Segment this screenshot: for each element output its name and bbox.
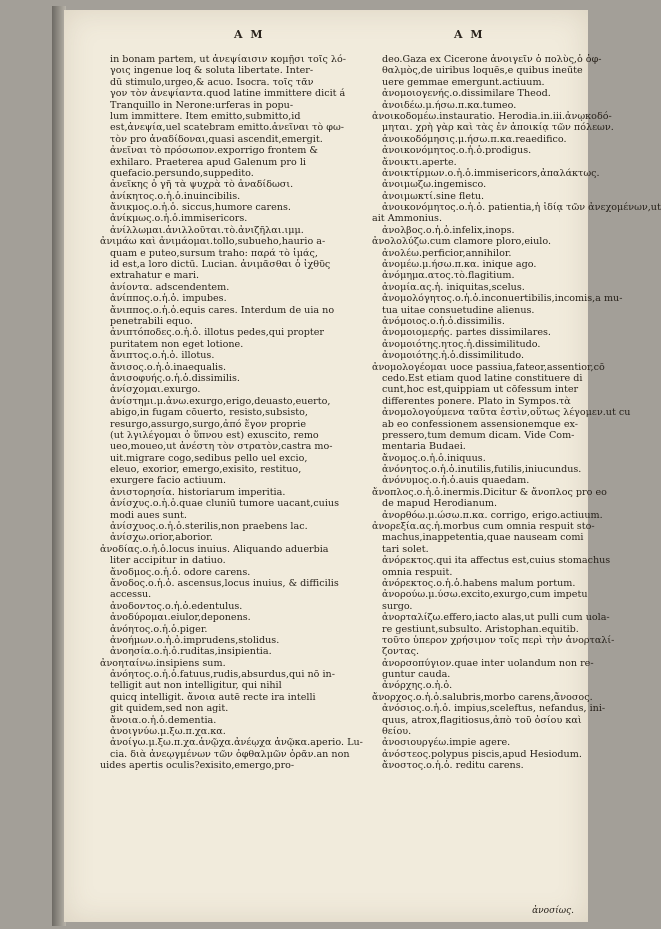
text-line: ἀνοησία.ο.ἡ.ὁ.ruditas,insipientia. (110, 646, 272, 658)
text-line: est,ἀνεψία,uel scatebram emitto.ἀνεῖναι τὸ φω- (110, 122, 345, 134)
text-line: ἀνομία.ας.ἡ. iniquitas,scelus. (382, 281, 525, 293)
text-line: ζοντας. (382, 646, 420, 658)
text-line: ἀνόμημα.ατος.τὸ.flagitium. (382, 270, 515, 282)
text-line: ἀνοδίας.ο.ἡ.ὁ.locus inuius. Aliquando aduerbia (100, 543, 329, 555)
text-line: ἄνοικτι.aperte. (382, 156, 457, 168)
text-line: ἀνόητος.ο.ἡ.ὁ.fatuus,rudis,absurdus,qui nō in- (110, 669, 335, 681)
header-left: A M (234, 28, 265, 41)
text-line: ἀνίκμως.ο.ἡ.ὁ.immisericors. (110, 213, 248, 225)
text-line: ἀνίκητος.ο.ἡ.ὁ.inuincibilis. (110, 190, 241, 202)
text-line: ἀνοήμων.ο.ἡ.ὁ.imprudens,stolidus. (110, 634, 280, 646)
text-line: id est,a loro dictū. Lucian. ἀνιμᾶσθαι ὁ ἰχθῦς (110, 259, 331, 271)
text-line: accessu. (110, 589, 152, 601)
text-line: liter accipitur in datiuo. (110, 555, 226, 567)
text-line: deo.Gaza ex Cicerone ἀνοιγεῖν ὁ πολὺς,ὁ ὀφ- (382, 54, 602, 65)
text-line: ab eo confessionem assensionemque ex- (382, 418, 579, 430)
text-line: penetrabili equo. (110, 315, 193, 327)
text-line: ἀνορταλίζω.effero,iacto alas,ut pulli cum uola- (382, 612, 610, 624)
text-line: quicq intelligit. ἄνοια autē recte ira intelli (110, 691, 316, 703)
text-line: ἀνομοιότης.ἡ.ὁ.dissimilitudo. (382, 350, 524, 362)
text-line: cunt,hoc est,quippiam ut cōfessum inter (382, 384, 579, 396)
text-line: ἀνόμοιος.ο.ἡ.ὁ.dissimilis. (382, 315, 505, 327)
text-line: ἄνιπτος.ο.ἡ.ὁ. illotus. (110, 350, 215, 362)
text-line: quus, atrox,flagitiosus,ἀπὸ τοῦ ὁσίου καὶ (382, 714, 582, 726)
text-line: (ut λγιλέγομαι ὁ ὕπνου est) exuscito, remo (110, 429, 319, 441)
text-line: ἀνόρεκτος.qui ita affectus est,cuius stomachus (382, 555, 611, 567)
text-line: extrahatur e mari. (110, 270, 200, 282)
text-line: ἀνισοφυής.ο.ἡ.ὁ.dissimilis. (110, 372, 240, 384)
text-line: ἀνομοιότης.ητος.ἡ.dissimilitudo. (382, 338, 541, 350)
text-line: ἀνόνυμος.ο.ἡ.ὁ.auis quaedam. (382, 475, 530, 487)
text-line: ἄνοστος.ο.ἡ.ὁ. reditu carens. (382, 760, 524, 772)
text-line: ἀνίσχω.orior,aborior. (110, 532, 213, 544)
text-line: ἀνομοιογενής.ο.dissimilare Theod. (382, 88, 551, 100)
text-line: cia. διὰ ἀνεῳγμένων τῶν ὀφθαλμῶν ὁρᾶν.an non (110, 748, 350, 760)
text-line: re gestiunt,subsulto. Aristophan.equitib. (382, 623, 579, 635)
text-line: puritatem non eget lotione. (110, 338, 244, 350)
text-line: quefacio.persundo,suppedito. (110, 167, 254, 179)
text-line: ἄνισος.ο.ἡ.ὁ.inaequalis. (110, 361, 227, 373)
text-line: τοῦτο ὑπερον χρήσιμον τοῖς περὶ τὴν ἀνορταλί- (382, 634, 615, 646)
text-line: ἀνίστημι.μ.ἀνω.exurgo,erigo,deuasto,euerto, (110, 395, 331, 407)
text-line: ἀνόνητος.ο.ἡ.ὁ.inutilis,futilis,iniucundus. (382, 464, 582, 476)
text-line: git quidem,sed non agit. (110, 703, 229, 715)
text-line: ἀνομέω.μ.ήσω.π.κα. inique ago. (382, 259, 537, 271)
text-line: γον τὸν ἀνεψίαντα.quod latine immittere dicit á (110, 88, 346, 100)
text-line: ἀνίσχυος.ο.ἡ.ὁ.sterilis,non praebens lac. (110, 521, 308, 533)
text-line: ἀνορθόω.μ.ώσω.π.κα. corrigo, erigo.actiuum. (382, 509, 603, 521)
text-line: ἀνομοιομερής. partes dissimilares. (382, 327, 551, 339)
text-line: ἀνοικονόμητος.ο.ἡ.ὁ. patientia,ἡ ἰδίᾳ τῶν ἀνεχομένων,ut (382, 202, 661, 214)
text-line: machus,inappetentia,quae nauseam comi (382, 532, 584, 544)
text-line: μηται. χρὴ γὰρ καὶ τὰς ἐν ἀποικίᾳ τῶν πόλεων. (382, 122, 614, 134)
text-line: θείου. (382, 726, 412, 738)
text-line: ἀνορεξία.ας.ἡ.morbus cum omnia respuit sto- (372, 521, 595, 533)
text-line: mentaria Budaei. (382, 441, 466, 453)
right-column (372, 54, 661, 772)
text-line: Tranquillo in Nerone:urferas in popu- (110, 99, 294, 111)
text-line: ἀνόρεκτος.ο.ἡ.ὁ.habens malum portum. (382, 577, 576, 589)
text-line: ἀνοικονόμητος.ο.ἡ.ὁ.prodigus. (382, 145, 532, 157)
text-line: differentes ponere. Plato in Sympos.τὰ (382, 395, 571, 407)
text-line: ἀνομολογέομαι uoce passiua,fateor,assentior,cō (372, 361, 605, 373)
text-line: γοις ingenue loq & soluta libertate. Inter- (110, 65, 314, 77)
text-line: ἀνίλλωμαι.ἀνιλλοῦται.τὸ.ἀνιζῆλαι.ιμμ. (110, 224, 304, 236)
text-line: ἀνιστορησία. historiarum imperitia. (110, 486, 286, 498)
text-line: ἄνιππος.ο.ἡ.ὁ.equis cares. Interdum de uia no (110, 304, 335, 316)
text-line: ueo,moueo,ut ἀνέστη τὸν στρατὸν,castra mo- (110, 441, 333, 453)
text-line: ἀνεῖναι τὸ πρόσωπον.exporrigo frontem & (110, 145, 318, 157)
left-column (100, 54, 363, 772)
text-line: telligit aut non intelligitur, qui nihil (110, 680, 282, 692)
text-line: pressero,tum demum dicam. Vide Com- (382, 429, 575, 441)
text-line: ἀνοικτίρμων.ο.ἡ.ὁ.immisericors,ἀπαλάκτως. (382, 167, 600, 179)
text-line: ἄνομος.ο.ἡ.ὁ.iniquus. (382, 452, 486, 464)
text-line: cedo.Est etiam quod latine constituere di (382, 372, 583, 384)
text-line: quam e puteo,sursum traho: παρά τὸ ἱμάς, (110, 247, 318, 259)
text-line: ἀνόρχης.ο.ἡ.ὁ. (382, 680, 453, 692)
text-line: omnia respuit. (382, 566, 453, 578)
text-line: ἀνομολογούμενα ταῦτα ἐστὶν,οὕτως λέγομεν.ut cu (382, 407, 631, 419)
text-line: ἀνοηταίνω.insipiens sum. (100, 657, 226, 669)
text-line: surgo. (382, 600, 413, 612)
text-line: ἀνομολόγητος.ο.ἡ.ὁ.inconuertibilis,incomis,a mu- (382, 293, 623, 305)
text-line: exhilaro. Praeterea apud Galenum pro li (110, 156, 306, 168)
text-line: ἄνοπλος.ο.ἡ.ὁ.inermis.Dicitur & ἄνοπλος pro eo (372, 486, 607, 498)
text-line: ἀνορσοπύγιον.quae inter uolandum non re- (382, 657, 594, 669)
text-line: abigo,in fugam cōuerto, resisto,subsisto, (110, 407, 308, 419)
text-line: ἄνοδμος.ο.ἡ.ὁ. odore carens. (110, 566, 251, 578)
text-line: ait Ammonius. (372, 213, 442, 225)
text-line: ἀνιμάω καὶ ἀνιμάομαι.tollo,subueho,haurio a- (100, 236, 326, 248)
text-line: ἀνοιμωκτί.sine fletu. (382, 190, 485, 202)
text-line: ἀνοίγω.μ.ξω.π.χα.ἀνῷχα.ἀνέῳχα ἀνῷκα.aperio. Lu- (110, 737, 363, 749)
text-line: ἀνοιγνύω.μ.ξω.π.χα.κα. (110, 726, 226, 738)
text-line: ἀνίππος.ο.ἡ.ὁ. impubes. (110, 293, 227, 305)
text-line: ἀνίσχυς.ο.ἡ.ὁ.quae cluniū tumore uacant,cuius (110, 498, 340, 510)
text-line: τὸν pro ἀναδίδοναι,quasi ascendit,emergit. (110, 133, 323, 145)
text-line: ἄνοδος.ο.ἡ.ὁ. ascensus,locus inuius, & difficilis (110, 577, 339, 589)
text-line: tua uitae consuetudine alienus. (382, 304, 535, 316)
text-line: ἀνοσιουργέω.impie agere. (382, 737, 511, 749)
text-line: ἀνιπτόποδες.ο.ἡ.ὁ. illotus pedes,qui propter (110, 327, 325, 339)
text-line: ἄνικμος.ο.ἡ.ὁ. siccus,humore carens. (110, 202, 291, 214)
text-line: exurgere facio actiuum. (110, 475, 227, 487)
header-right: A M (454, 28, 485, 41)
text-line: ἀνολέω.perficior,annihilor. (382, 247, 512, 259)
text-line: uere gemmae emergunt.actiuum. (382, 76, 545, 88)
text-line: de mapud Herodianum. (382, 498, 498, 510)
text-line: tari solet. (382, 543, 429, 555)
text-line: uides apertis oculis?exisito,emergo,pro- (100, 760, 295, 772)
text-line: guntur cauda. (382, 669, 451, 681)
catchword: ἀνοσίως. (532, 906, 574, 916)
text-line: ἀνορούω.μ.ύσω.excito,exurgo,cum impetu (382, 589, 588, 601)
text-line: uit.migrare cogo,sedibus pello uel excio, (110, 452, 308, 464)
text-line: eleuo, exorior, emergo,exisito, restituo, (110, 464, 302, 476)
text-line: resurgo,assurgo,surgo,ἀπό ἕγον proprie (110, 418, 306, 430)
text-line: in bonam partem, ut ἀνεψίαισιν κομῇσι τοῖς λό- (110, 54, 346, 65)
text-line: ἀνόσιος.ο.ἡ.ὁ. impius,sceleftus, nefandus, ini- (382, 703, 606, 715)
text-line: ἄνορχος.ο.ἡ.ὁ.salubris,morbo carens,ἄνοσος. (372, 691, 593, 703)
dictionary-page (64, 10, 661, 922)
text-line: ἀνοδύρομαι.eiulor,deponens. (110, 612, 251, 624)
text-line: ἀνοιμωζω.ingemisco. (382, 179, 487, 191)
text-line: modi aues sunt. (110, 509, 187, 521)
text-line: ἀνόστεος.polypus piscis,apud Hesiodum. (382, 748, 582, 760)
text-line: θαλμὸς,de uiribus loquēs,e quibus ineūte (382, 65, 583, 77)
text-line: ἄνοια.ο.ἡ.ὁ.dementia. (110, 714, 217, 726)
text-line: ἀνοδοντος.ο.ἡ.ὁ.edentulus. (110, 600, 243, 612)
text-line: ἀνολολύζω.cum clamore ploro,eiulo. (372, 236, 552, 248)
text-line: ἀνολβος.ο.ἡ.ὁ.infelix,inops. (382, 224, 515, 236)
text-line: ἀνόητος.ο.ἡ.ὁ.piger. (110, 623, 208, 635)
text-line: ἀνεῖκης ὁ γῆ τὰ ψυχρὰ τὸ ἀναδίδωσι. (110, 179, 294, 191)
text-line: ἀνοικοδομέω.instauratio. Herodia.in.iii.ἀνῳκοδό- (372, 110, 612, 122)
text-line: ἀνοιδέω.μ.ήσω.π.κα.tumeo. (382, 99, 517, 111)
text-line: ἀνίσχομαι.exurgo. (110, 384, 201, 396)
text-line: ἀνοικοδόμησις.μ.ήσω.π.κα.reaedifico. (382, 133, 567, 145)
text-line: ἀνίοντα. adscendentem. (110, 281, 230, 293)
text-line: lum immittere. Item emitto,submitto,id (110, 110, 301, 122)
text-line: dū stimulo,urgeo,& acuo. Isocra. τοῖς τᾶν (110, 76, 314, 88)
page-header (64, 28, 588, 48)
